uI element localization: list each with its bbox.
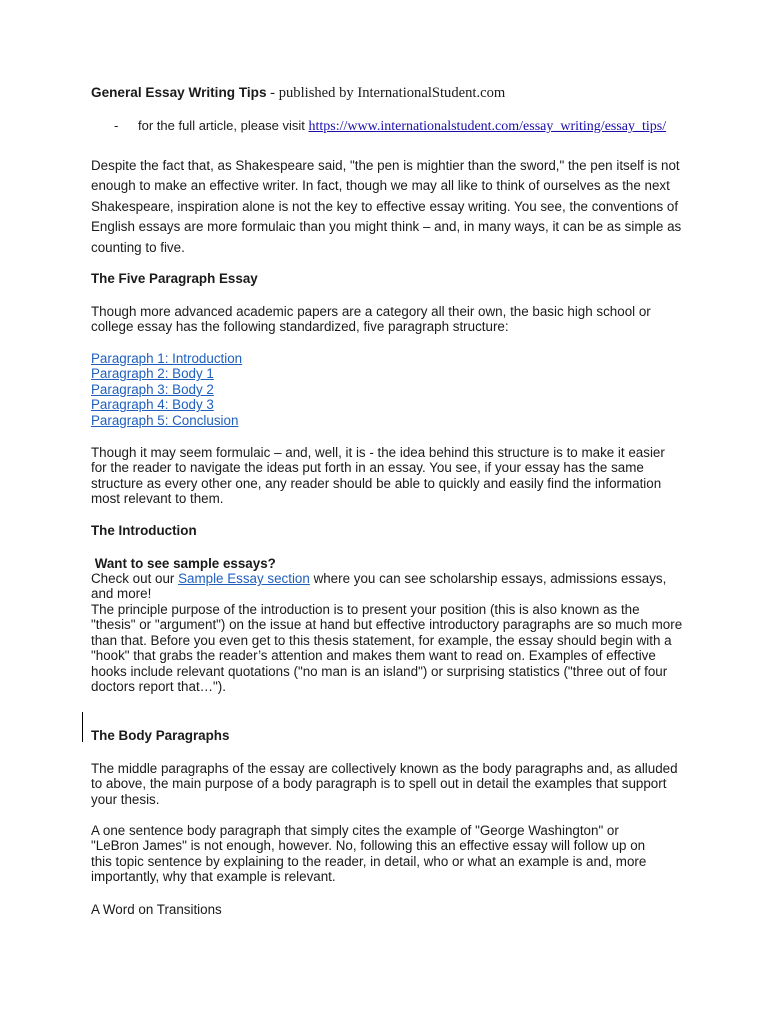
text-cursor xyxy=(82,712,83,742)
article-link-bullet xyxy=(114,118,714,135)
bullet-text: for the full article, please visit xyxy=(138,118,309,133)
intro-paragraph: Despite the fact that, as Shakespeare said, "the pen is mightier than the sword," the pen itself is not enough to make an effective writer. In fact, though we may all like to think of ourselves as the next Shakespeare, inspiration alone is not the key to effective essay writing. You see, the conventions of English essays are more formulaic than you might think – and, in many ways, it can be as simple as counting to five. xyxy=(91,158,682,255)
bullet-dash: - xyxy=(114,118,119,133)
five-paragraph-heading: The Five Paragraph Essay xyxy=(91,271,258,286)
article-url-link[interactable]: https://www.internationalstudent.com/essay_writing/essay_tips/ xyxy=(308,119,667,134)
check-suffix: where you can see scholarship essays, admissions essays, and more! xyxy=(91,571,667,602)
link-paragraph-1[interactable]: Paragraph 1: Introduction xyxy=(91,351,243,366)
link-paragraph-3[interactable]: Paragraph 3: Body 2 xyxy=(91,381,214,397)
link-paragraph-2[interactable]: Paragraph 2: Body 1 xyxy=(91,366,214,382)
body-text-2: A one sentence body paragraph that simply cites the example of "George Washington" or "LeBron James" is not enough, however. No, following this an effective essay will follow up on this topic sentence by explaining to the reader, in detail, who or what an example is and, more importantly, why that example is relevant. xyxy=(91,823,647,885)
sample-essays-heading: Want to see sample essays? xyxy=(91,556,276,571)
title-publisher: - published by InternationalStudent.com xyxy=(266,85,506,101)
introduction-heading: The Introduction xyxy=(91,523,197,538)
structure-explanation: Though it may seem formulaic – and, well, it is - the idea behind this structure is to make it easier for the reader to navigate the ideas put forth in an essay. You see, if your essay has the same structure as every other one, any reader should be able to quickly and easily find the information most relevant to them. xyxy=(91,445,665,507)
transitions-heading: A Word on Transitions xyxy=(91,902,222,917)
body-text-1: The middle paragraphs of the essay are collectively known as the body paragraphs and, as alluded to above, the main purpose of a body paragraph is to spell out in detail the examples that support your thesis. xyxy=(91,761,678,807)
sample-essays-line xyxy=(91,571,673,602)
introduction-text: The principle purpose of the introduction is to present your position (this is also known as the "thesis" or "argument") on the issue at hand but effective introductory paragraphs are so much more than that. Before you even get to this thesis statement, for example, the essay should begin with a "hook" that grabs the reader’s attention and makes them want to read on. Examples of effective hooks include relevant quotations ("no man is an island") or surprising statistics ("three out of four doctors report that…"). xyxy=(91,602,683,695)
five-paragraph-text: Though more advanced academic papers are a category all their own, the basic high school or college essay has the following standardized, five paragraph structure: xyxy=(91,304,651,335)
paragraph-links-list xyxy=(91,351,681,428)
document-title xyxy=(91,85,711,101)
sample-essay-section-link[interactable]: Sample Essay section xyxy=(178,571,310,586)
link-paragraph-5[interactable]: Paragraph 5: Conclusion xyxy=(91,412,239,428)
title-bold: General Essay Writing Tips xyxy=(91,85,267,100)
link-paragraph-4[interactable]: Paragraph 4: Body 3 xyxy=(91,397,214,413)
check-prefix: Check out our xyxy=(91,571,179,586)
body-paragraphs-heading: The Body Paragraphs xyxy=(91,728,230,743)
